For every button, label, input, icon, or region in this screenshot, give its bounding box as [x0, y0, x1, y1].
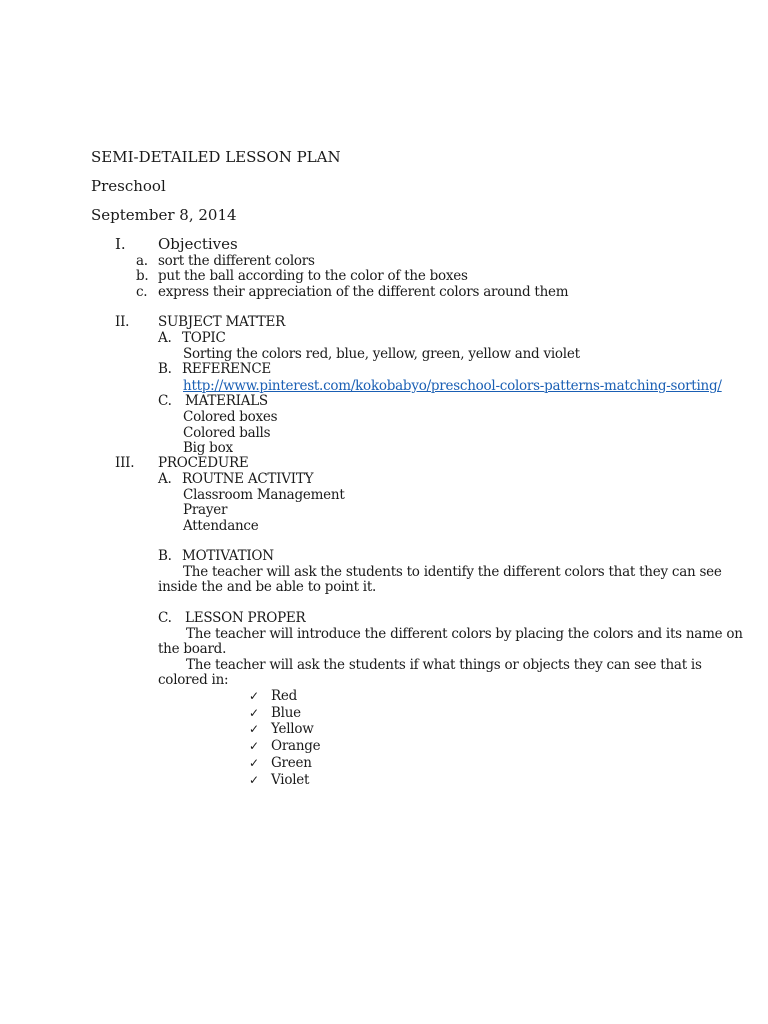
color-list-item: Orange	[271, 738, 321, 754]
objective-letter: b.	[136, 268, 149, 284]
checkmark-icon: ✓	[249, 756, 260, 770]
subsection-letter: A.	[158, 330, 172, 346]
routine-item: Attendance	[183, 518, 259, 534]
subsection-label-topic: TOPIC	[182, 330, 226, 346]
section-number-i: I.	[115, 235, 126, 253]
objective-item: sort the different colors	[158, 253, 315, 269]
motivation-text: inside the and be able to point it.	[158, 579, 377, 595]
subsection-label-lesson-proper: LESSON PROPER	[185, 610, 306, 626]
objective-letter: c.	[136, 284, 148, 300]
subsection-letter: B.	[158, 361, 172, 377]
subsection-letter: C.	[158, 393, 172, 409]
section-number-iii: III.	[115, 455, 135, 471]
objective-item: put the ball according to the color of the boxes	[158, 268, 468, 284]
color-list-item: Violet	[271, 772, 310, 788]
color-list-item: Blue	[271, 705, 301, 721]
material-item: Big box	[183, 440, 233, 456]
topic-text: Sorting the colors red, blue, yellow, green, yellow and violet	[183, 346, 580, 362]
checkmark-icon: ✓	[249, 689, 260, 703]
subsection-label-routine: ROUTNE ACTIVITY	[182, 471, 314, 487]
checkmark-icon: ✓	[249, 706, 260, 720]
checkmark-icon: ✓	[249, 773, 260, 787]
subsection-letter: C.	[158, 610, 172, 626]
motivation-text: The teacher will ask the students to identify the different colors that they can see	[183, 564, 722, 580]
lesson-proper-text: The teacher will introduce the different colors by placing the colors and its name on	[186, 626, 743, 642]
lesson-proper-text: the board.	[158, 641, 227, 657]
subsection-letter: B.	[158, 548, 172, 564]
color-list-item: Yellow	[271, 721, 314, 737]
subsection-letter: A.	[158, 471, 172, 487]
section-heading-objectives: Objectives	[158, 235, 238, 253]
section-heading-subject-matter: SUBJECT MATTER	[158, 314, 286, 330]
subsection-label-reference: REFERENCE	[182, 361, 272, 377]
checkmark-icon: ✓	[249, 739, 260, 753]
section-heading-procedure: PROCEDURE	[158, 455, 249, 471]
subsection-label-motivation: MOTIVATION	[182, 548, 274, 564]
objective-letter: a.	[136, 253, 148, 269]
school-level: Preschool	[91, 177, 166, 195]
material-item: Colored boxes	[183, 409, 278, 425]
document-title: SEMI-DETAILED LESSON PLAN	[91, 148, 341, 166]
color-list-item: Green	[271, 755, 312, 771]
checkmark-icon: ✓	[249, 722, 260, 736]
routine-item: Classroom Management	[183, 487, 345, 503]
material-item: Colored balls	[183, 425, 271, 441]
lesson-proper-text: The teacher will ask the students if what things or objects they can see that is	[186, 657, 702, 673]
lesson-date: September 8, 2014	[91, 206, 237, 224]
reference-link[interactable]: http://www.pinterest.com/kokobabyo/preschool-colors-patterns-matching-sorting/	[183, 378, 722, 394]
routine-item: Prayer	[183, 502, 228, 518]
objective-item: express their appreciation of the different colors around them	[158, 284, 569, 300]
lesson-proper-text: colored in:	[158, 672, 229, 688]
subsection-label-materials: MATERIALS	[185, 393, 268, 409]
color-list-item: Red	[271, 688, 298, 704]
section-number-ii: II.	[115, 314, 130, 330]
